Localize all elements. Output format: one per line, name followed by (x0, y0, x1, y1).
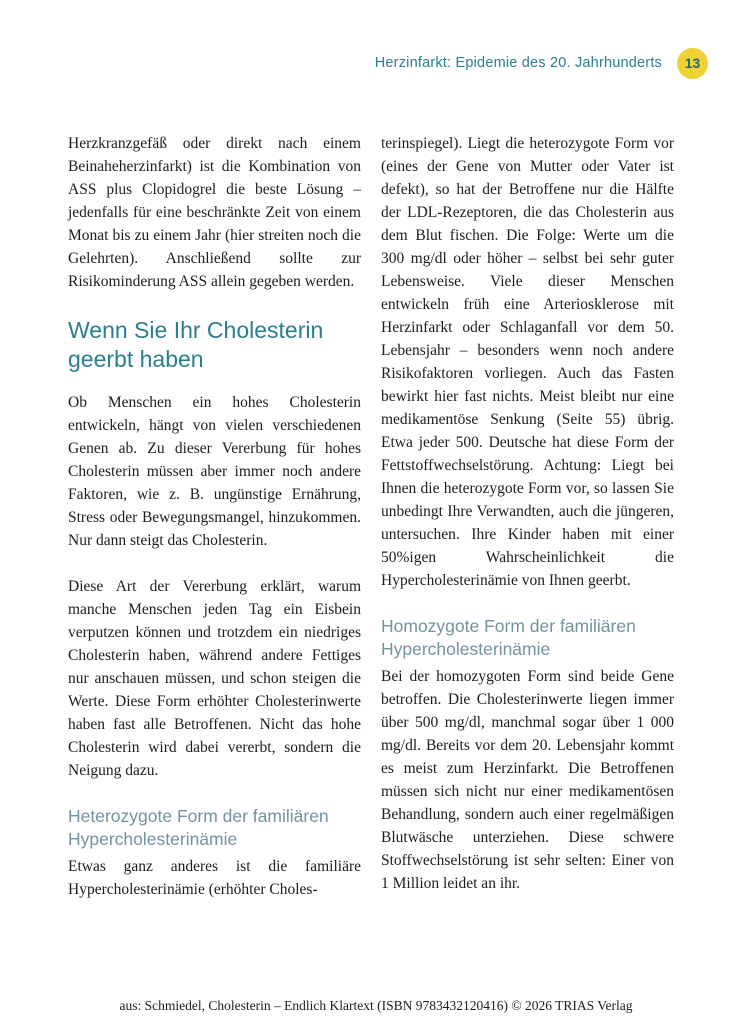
running-title: Herzinfarkt: Epidemie des 20. Jahrhunderts (374, 55, 662, 71)
page-number-badge (677, 48, 708, 79)
paragraph: Etwas ganz anderes ist die familiäre Hypercholesterinämie (erhöhter Choles- (68, 858, 361, 898)
subsection-heading-heterozygote: Heterozygote Form der familiären Hypercholesterinämie (68, 806, 329, 849)
credit-line: aus: Schmiedel, Cholesterin – Endlich Klartext (ISBN 9783432120416) © 2026 TRIAS Verlag (119, 998, 633, 1013)
section-heading: Wenn Sie Ihr Cholesterin geerbt haben (68, 317, 324, 372)
paragraph: Ob Menschen ein hohes Cholesterin entwickeln, hängt von vielen verschiedenen Genen ab. Zu dieser Vererbung für hohes Cholesterin müssen aber immer noch andere Faktoren, wie z. B. ungünstige Ernährung, Stress oder Bewegungsmangel, hinzukommen. Nur dann steigt das Cholesterin. (68, 394, 361, 549)
right-column (381, 132, 674, 924)
two-column-text-block (68, 132, 674, 924)
paragraph: Diese Art der Vererbung erklärt, warum manche Menschen jeden Tag ein Eisbein verputzen können und trotzdem ein niedriges Cholesterin haben, während andere Fettiges nur anschauen müssen, und schon steigen die Werte. Diese Form erhöhter Cholesterinwerte haben fast alle Betroffenen. Nicht das hohe Cholesterin wird dabei vererbt, sondern die Neigung dazu. (68, 578, 361, 779)
page-footer (0, 997, 752, 1014)
continuation-paragraph: terinspiegel). Liegt die heterozygote Form vor (eines der Gene von Mutter oder Vater ist defekt), so hat der Betroffene nur die Hälfte der LDL-Rezeptoren, die das Cholesterin aus dem Blut fischen. Die Folge: Werte um die 300 mg/dl oder höher – selbst bei sehr guter Lebensweise. Viele dieser Menschen entwickeln früh eine Arteriosklerose mit Herzinfarkt oder Schlaganfall vor dem 50. Lebensjahr – besonders wenn noch andere Risikofaktoren vorliegen. Auch das Fasten bewirkt hier fast nichts. Meist bleibt nur eine medikamentöse Senkung (Seite 55) übrig. Etwa jeder 500. Deutsche hat diese Form der Fettstoffwechselstörung. Achtung: Liegt bei Ihnen die heterozygote Form vor, so lassen Sie unbedingt Ihre Verwandten, auch die jüngeren, untersuchen. Ihre Kinder haben mit einer 50%igen Wahrscheinlichkeit die Hypercholesterinämie von Ihnen geerbt. (381, 135, 674, 589)
running-header (68, 46, 708, 80)
left-column (68, 132, 361, 924)
paragraph: Bei der homozygoten Form sind beide Gene betroffen. Die Cholesterinwerte liegen immer über 500 mg/dl, manchmal sogar über 1 000 mg/dl. Bereits vor dem 20. Lebensjahr kommt es meist zum Herzinfarkt. Die Betroffenen müssen sich nicht nur einer medikamentösen Behandlung, sondern auch einer regelmäßigen Blutwäsche unterziehen. Diese schwere Stoffwechselstörung ist sehr selten: Einer von 1 Million leidet an ihr. (381, 668, 674, 892)
intro-paragraph: Herzkranzgefäß oder direkt nach einem Beinaheherzinfarkt) ist die Kombination von ASS plus Clopidogrel die beste Lösung – jedenfalls für eine beschränkte Zeit von einem Monat bis zu einem Jahr (hier streiten noch die Gelehrten). Anschließend sollte zur Risikominderung ASS allein gegeben werden. (68, 135, 361, 290)
subsection-heading-homozygote: Homozygote Form der familiären Hypercholesterinämie (381, 616, 636, 659)
page-number: 13 (684, 55, 701, 71)
